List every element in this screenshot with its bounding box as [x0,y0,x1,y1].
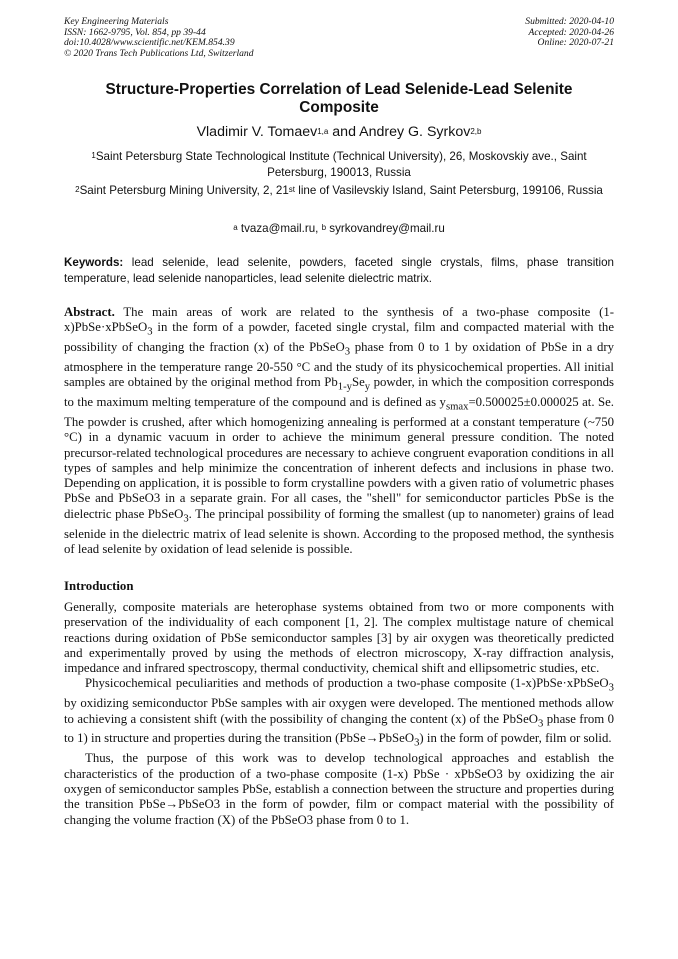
author-conjunction: and [328,124,360,140]
abstract-text: The main areas of work are related to the synthesis of a two-phase composite (1-x)PbSe·xPbSeO [64,305,614,335]
publication-dates [525,17,614,49]
subscript: 3 [608,683,614,695]
affiliation-2 [64,183,614,199]
keywords [64,255,614,287]
subscript: 3 [538,718,544,730]
introduction-body [64,600,614,828]
author-list [64,124,614,141]
author-affiliation-mark: 1,a [317,127,329,136]
abstract-text: phase from 0 to 1 by oxidation of PbSe in a dry atmosphere in the temperature range 20-550 °C and the study of its physicochemical properties. All initial samples are obtained by the original method from Pb [64,340,615,390]
email-link[interactable]: tvaza@mail.ru, [237,222,322,235]
email-mark: a [233,223,238,232]
subscript: smax [445,401,469,413]
author-affiliation-mark: 2,b [470,127,482,136]
ordinal-suffix: st [288,185,296,194]
paragraph-text: phase from 0 to 1) in structure and properties during the transition (PbSe→PbSeO [64,711,614,746]
abstract [64,305,614,557]
subscript: 1-y [337,381,352,393]
abstract-label: Abstract. [64,305,115,319]
paragraph-text: Physicochemical peculiarities and methods of production a two-phase composite (1-x)PbSe·xPbSeO [85,676,609,691]
affiliation-mark: 2 [75,185,80,194]
paragraph-text: ) in the form of powder, film or solid. [419,731,612,746]
author-name: Vladimir V. Tomaev [196,124,318,140]
journal-info [64,17,254,59]
affiliation-text: Saint Petersburg State Technological Institute (Technical University), 26, Moskovskiy ave., Saint Petersburg, 190013, Russia [95,150,587,179]
affiliation-mark: 1 [91,151,96,160]
keywords-label: Keywords: [64,256,124,269]
affiliation-text: Saint Petersburg Mining University, 2, 21 [79,184,289,197]
email-link[interactable]: syrkovandrey@mail.ru [326,222,445,235]
abstract-text: . The principal possibility of forming the smallest (up to nanometer) grains of lead selenide in the dielectric matrix of lead selenite is shown. According to the proposed method, the synthesis of lead selenite by oxidation of lead selenide is possible. [64,506,614,556]
subscript: 3 [344,346,351,358]
affiliation-text: line of Vasilevskiy Island, Saint Petersburg, 199106, Russia [295,184,603,197]
abstract-text: =0.500025±0.000025 at. Se. The powder is crushed, after which homogenizing annealing is performed at a constant temperature (~750 °C) in a dynamic vacuum in order to achieve the minimum general pressure condition. The noted precursor-related technological procedures are necessary to achieve congruent evaporation conditions in all types of samples and help minimize the concentration of inherent defects and inclusions in phase two. Depending on application, it is possible to form crystalline powders with a given ratio of volumetric phases PbSe and PbSeO3 in a separate grain. For all cases, the "shell" for semiconductor particles PbSe is the dielectric phase PbSeO [64,395,614,521]
section-heading-introduction: Introduction [64,579,134,593]
abstract-text: in the form of a powder, faceted single crystal, film and compacted material with the possibility of changing the fraction (x) of the PbSeO [64,320,614,355]
keywords-text: lead selenide, lead selenite, powders, faceted single crystals, films, phase transition temperature, lead selenide nanoparticles, lead selenite dielectric matrix. [64,256,614,285]
journal-copyright: © 2020 Trans Tech Publications Ltd, Switzerland [64,47,254,59]
paragraph: Generally, composite materials are heterophase systems obtained from two or more components with preservation of the individuality of each component [1, 2]. The complex multistage nature of chemical reactions during oxidation of PbSe semiconductor samples [3] by air oxygen was theoretically predicted and experimentally proved by using the methods of electron microscopy, X-ray diffraction analysis, impedance and infrared spectroscopy, thermal conductivity, chemical shift and ellipsometric studies, etc. [64,600,614,676]
abstract-text: powder, in which the composition corresponds to the maximum melting temperature of the compound and is defined as y [64,375,615,410]
paragraph-text: by oxidizing semiconductor PbSe samples with air oxygen were developed. The mentioned methods allow to achieving a consistent shift (with the possibility of changing the content (x) of the PbSeO [64,696,614,726]
email-mark: b [321,223,327,232]
paragraph: Thus, the purpose of this work was to develop technological approaches and establish the characteristics of the production of a two-phase composite (1-x) PbSe · xPbSeO3 by oxidizing the air oxygen of semiconductor samples PbSe, establish a connection between the structure and properties during the transition PbSe→PbSeO3 in the form of powder, film or compact material with the possibility of changing the volume fraction (X) of the PbSeO3 phase from 0 to 1. [64,751,614,827]
journal-doi[interactable]: doi:10.4028/www.scientific.net/KEM.854.39 [64,37,235,49]
date-submitted: Submitted: 2020-04-10 [525,16,614,27]
subscript: 3 [414,738,420,750]
subscript: 3 [183,513,189,525]
affiliation-1 [64,149,614,181]
journal-issn: ISSN: 1662-9795, Vol. 854, pp 39-44 [64,26,206,38]
paper-title: Structure-Properties Correlation of Lead Selenide-Lead Selenite Composite [105,81,573,116]
author-name: Andrey G. Syrkov [359,124,471,140]
subscript: y [364,381,371,393]
abstract-text: Se [351,375,365,390]
date-online: Online: 2020-07-21 [537,37,614,49]
journal-name: Key Engineering Materials [64,16,169,27]
author-emails [64,222,614,236]
subscript: 3 [147,326,153,338]
date-accepted: Accepted: 2020-04-26 [528,26,614,38]
paragraph [64,676,614,751]
